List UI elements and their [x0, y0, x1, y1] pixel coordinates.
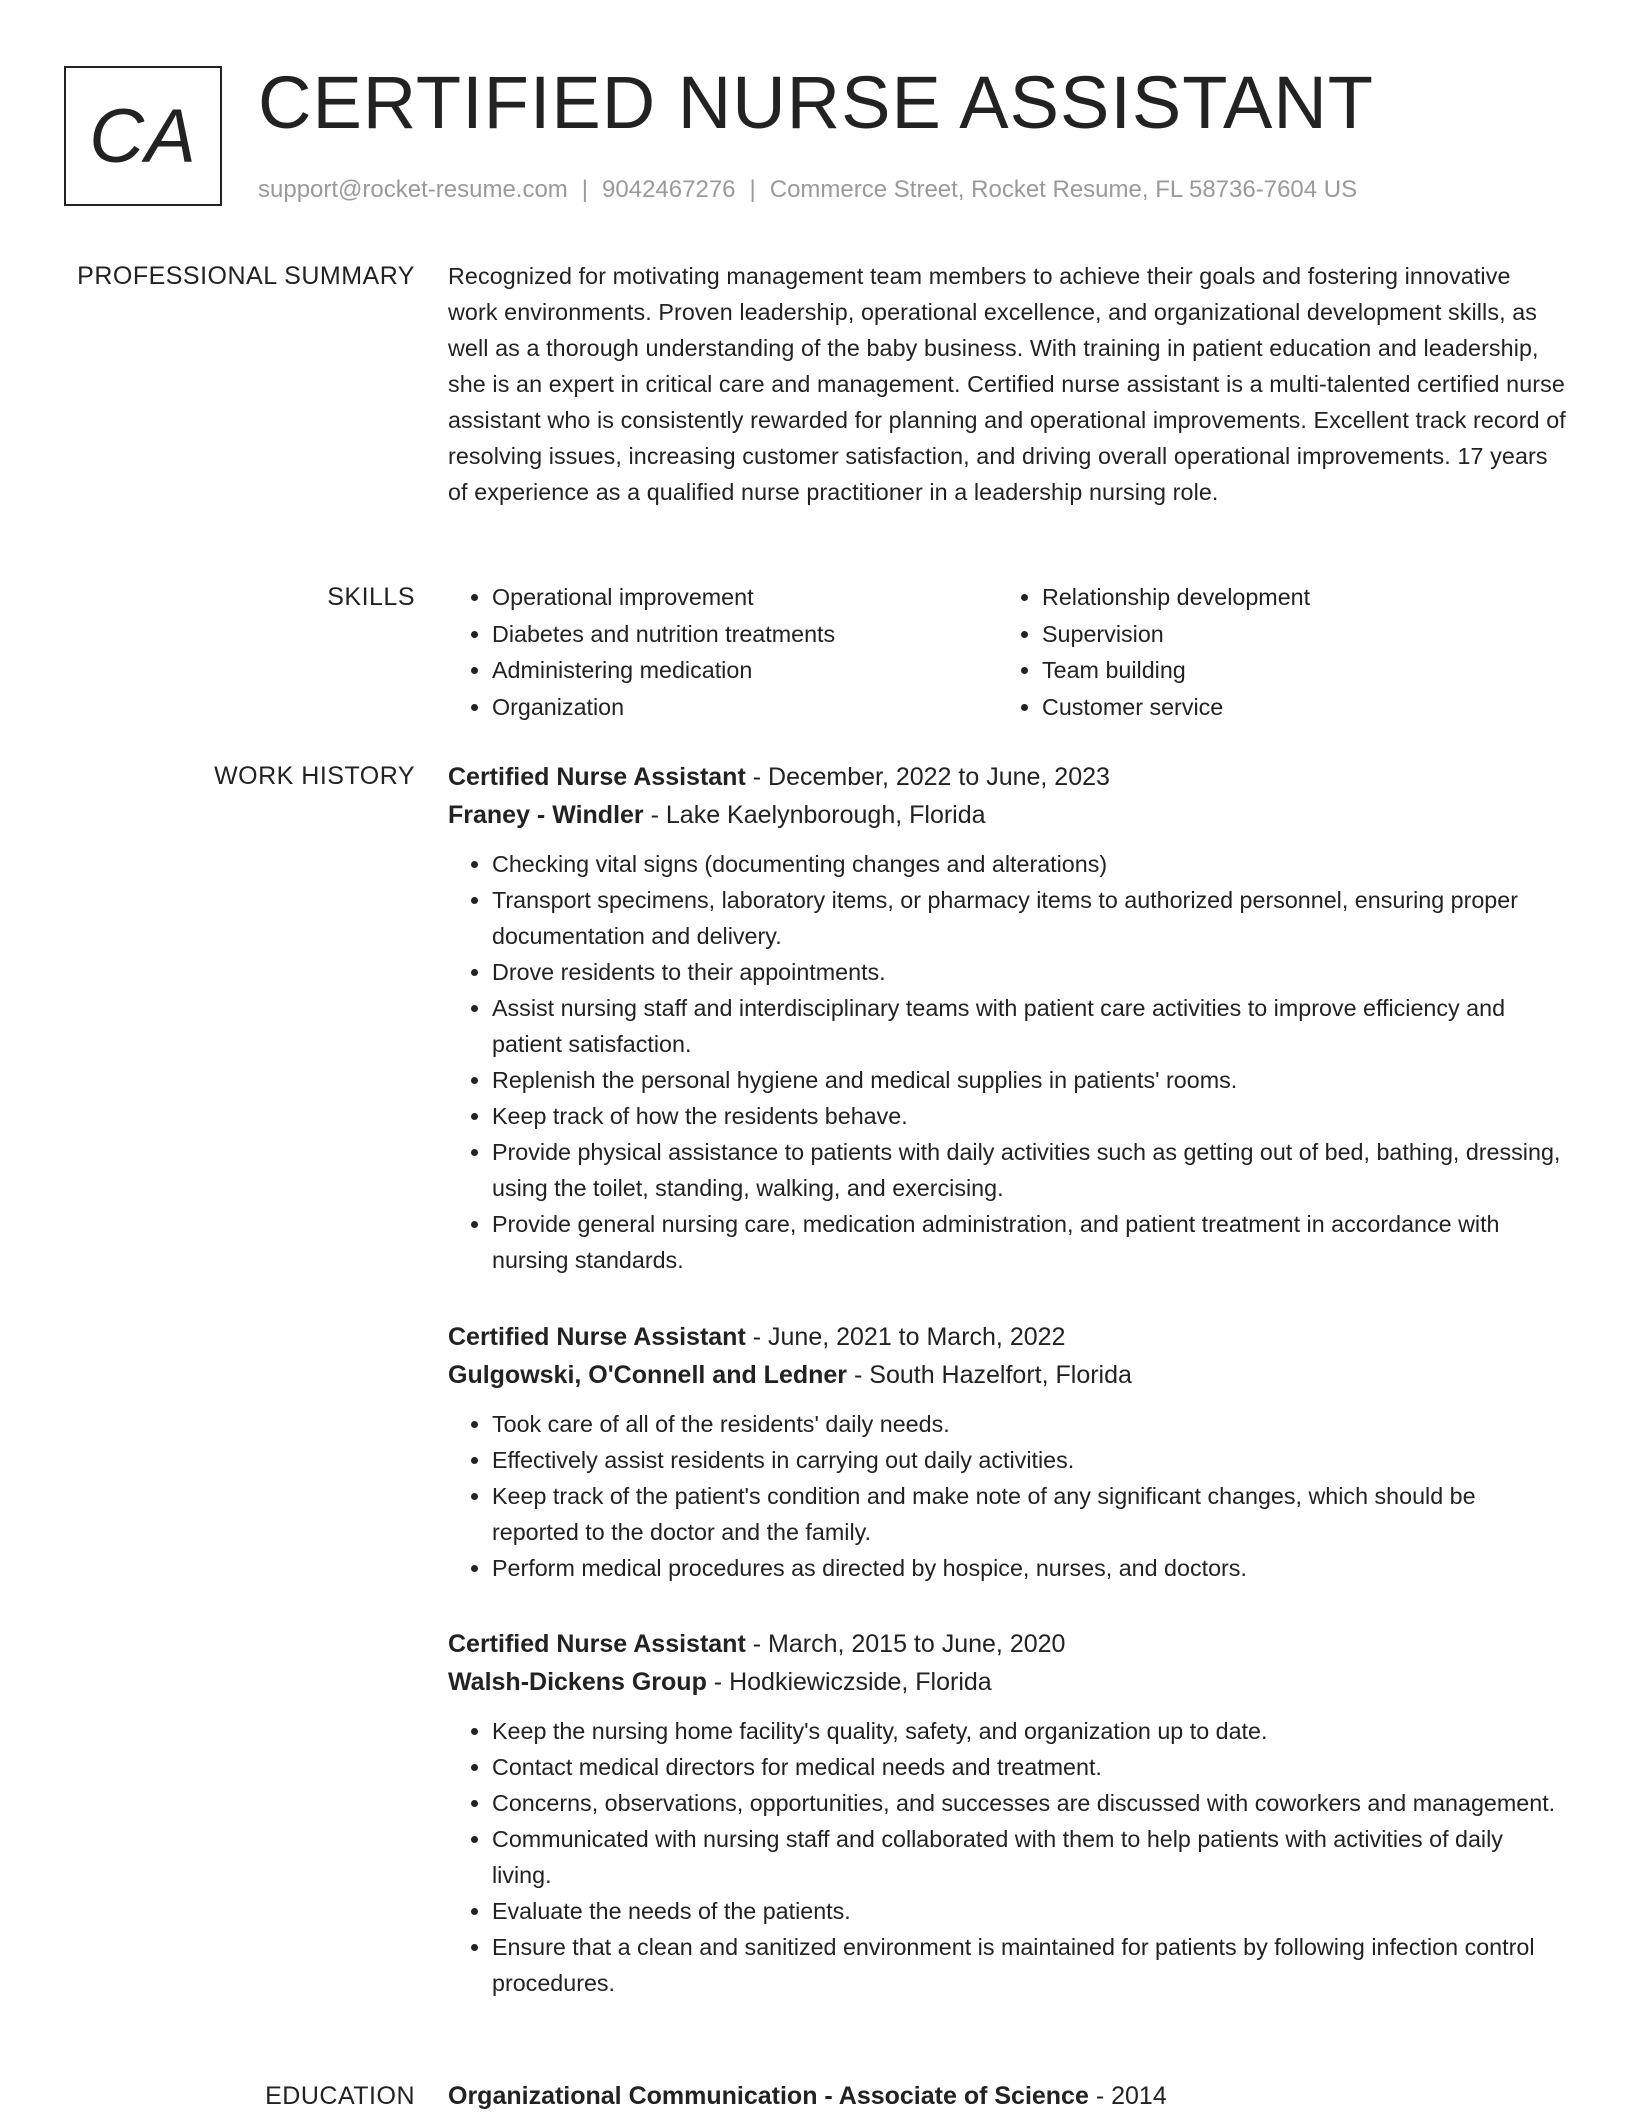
- education-body: [448, 2078, 1566, 2114]
- job-bullets: [448, 1406, 1566, 1586]
- page-title: CERTIFIED NURSE ASSISTANT: [258, 61, 1374, 144]
- job-company-line: [448, 1356, 1566, 1394]
- job-title: Certified Nurse Assistant: [448, 763, 746, 791]
- job-bullet: • Checking vital signs (documenting changes and alterations): [492, 846, 1566, 882]
- skill-item: • Administering medication: [492, 652, 998, 689]
- summary-text: Recognized for motivating management team members to achieve their goals and fostering innovative work environments. Proven leadership, operational excellence, and organizational development skills, as well as a thorough understanding of the baby business. With training in patient education and leadership, she is an expert in critical care and management. Certified nurse assistant is a multi-talented certified nurse assistant who is consistently rewarded for planning and operational improvements. Excellent track record of resolving issues, increasing customer satisfaction, and driving overall operational improvements. 17 years of experience as a qualified nurse practitioner in a leadership nursing role.: [448, 263, 1566, 505]
- job-dates: December, 2022 to June, 2023: [768, 763, 1110, 791]
- skill-item: • Customer service: [1042, 689, 1548, 726]
- job-company-line: [448, 796, 1566, 834]
- job-bullet: • Replenish the personal hygiene and medical supplies in patients' rooms.: [492, 1062, 1566, 1098]
- skill-item: • Supervision: [1042, 616, 1548, 653]
- job-bullet: • Effectively assist residents in carrying out daily activities.: [492, 1442, 1566, 1478]
- job-dates: June, 2021 to March, 2022: [768, 1323, 1066, 1351]
- education-degree: Organizational Communication - Associate of Science: [448, 2082, 1089, 2110]
- job-location: Lake Kaelynborough, Florida: [665, 801, 986, 829]
- job-bullets: [448, 846, 1566, 1278]
- skills-list-right: [998, 579, 1548, 725]
- job-title: Certified Nurse Assistant: [448, 1630, 746, 1658]
- job-entry: [448, 1318, 1566, 1586]
- skills-label: SKILLS: [327, 583, 415, 611]
- job-bullet: • Provide physical assistance to patients with daily activities such as getting out of bed, bathing, dressing, using the toilet, standing, walking, and exercising.: [492, 1134, 1566, 1206]
- job-location: South Hazelfort, Florida: [869, 1361, 1132, 1389]
- job-bullet: • Keep track of the patient's condition and make note of any significant changes, which should be reported to the doctor and the family.: [492, 1478, 1566, 1550]
- dash: -: [752, 1323, 762, 1351]
- job-bullet: • Contact medical directors for medical needs and treatment.: [492, 1749, 1566, 1785]
- dash: -: [854, 1361, 863, 1389]
- job-title-line: [448, 1318, 1566, 1356]
- job-location: Hodkiewiczside, Florida: [729, 1668, 992, 1696]
- dash: -: [713, 1668, 723, 1696]
- contact-email[interactable]: support@rocket-resume.com: [258, 176, 568, 203]
- contact-line: [258, 174, 1357, 206]
- job-entry: [448, 1625, 1566, 2001]
- summary-label: PROFESSIONAL SUMMARY: [77, 262, 415, 290]
- job-bullet: • Took care of all of the residents' daily needs.: [492, 1406, 1566, 1442]
- skill-item: • Relationship development: [1042, 579, 1548, 616]
- job-bullet: • Keep the nursing home facility's quality, safety, and organization up to date.: [492, 1713, 1566, 1749]
- dash: -: [650, 801, 659, 829]
- summary-body: [448, 258, 1566, 510]
- job-bullet: • Transport specimens, laboratory items, or pharmacy items to authorized personnel, ensuring proper documentation and delivery.: [492, 882, 1566, 954]
- work-label: WORK HISTORY: [214, 762, 415, 790]
- job-bullet: • Assist nursing staff and interdisciplinary teams with patient care activities to improve efficiency and patient satisfaction.: [492, 990, 1566, 1062]
- contact-separator: |: [581, 176, 589, 203]
- job-bullet: • Evaluate the needs of the patients.: [492, 1893, 1566, 1929]
- job-company: Gulgowski, O'Connell and Ledner: [448, 1361, 848, 1389]
- skill-item: • Operational improvement: [492, 579, 998, 616]
- education-label: EDUCATION: [265, 2082, 415, 2110]
- job-bullets: [448, 1713, 1566, 2001]
- job-entry: [448, 758, 1566, 1278]
- contact-address: Commerce Street, Rocket Resume, FL 58736-7604 US: [769, 176, 1358, 203]
- contact-separator: |: [749, 176, 756, 203]
- job-title-line: [448, 758, 1566, 796]
- job-bullet: • Provide general nursing care, medication administration, and patient treatment in accordance with nursing standards.: [492, 1206, 1566, 1278]
- contact-phone[interactable]: 9042467276: [602, 176, 736, 203]
- job-title: Certified Nurse Assistant: [448, 1323, 746, 1351]
- skill-item: • Organization: [492, 689, 998, 726]
- dash: -: [752, 763, 762, 791]
- monogram: CA: [64, 66, 222, 206]
- job-bullet: • Concerns, observations, opportunities, and successes are discussed with coworkers and management.: [492, 1785, 1566, 1821]
- work-body: [448, 758, 1566, 1278]
- job-dates: March, 2015 to June, 2020: [768, 1630, 1066, 1658]
- work-body: [448, 1625, 1566, 2001]
- dash: -: [752, 1630, 762, 1658]
- skill-item: • Team building: [1042, 652, 1548, 689]
- job-bullet: • Perform medical procedures as directed by hospice, nurses, and doctors.: [492, 1550, 1566, 1586]
- dash: -: [1095, 2082, 1105, 2110]
- skill-item: • Diabetes and nutrition treatments: [492, 616, 998, 653]
- job-bullet: • Communicated with nursing staff and collaborated with them to help patients with activities of daily living.: [492, 1821, 1566, 1893]
- work-body: [448, 1318, 1566, 1586]
- job-bullet: • Drove residents to their appointments.: [492, 954, 1566, 990]
- education-line: [448, 2078, 1566, 2114]
- job-bullet: • Keep track of how the residents behave.: [492, 1098, 1566, 1134]
- job-title-line: [448, 1625, 1566, 1663]
- job-company-line: [448, 1663, 1566, 1701]
- job-company: Walsh-Dickens Group: [448, 1668, 707, 1696]
- education-year: 2014: [1111, 2082, 1167, 2110]
- skills-list-left: [448, 579, 998, 725]
- skills-body: [448, 579, 1566, 725]
- job-bullet: • Ensure that a clean and sanitized environment is maintained for patients by following infection control procedures.: [492, 1929, 1566, 2001]
- job-company: Franey - Windler: [448, 801, 644, 829]
